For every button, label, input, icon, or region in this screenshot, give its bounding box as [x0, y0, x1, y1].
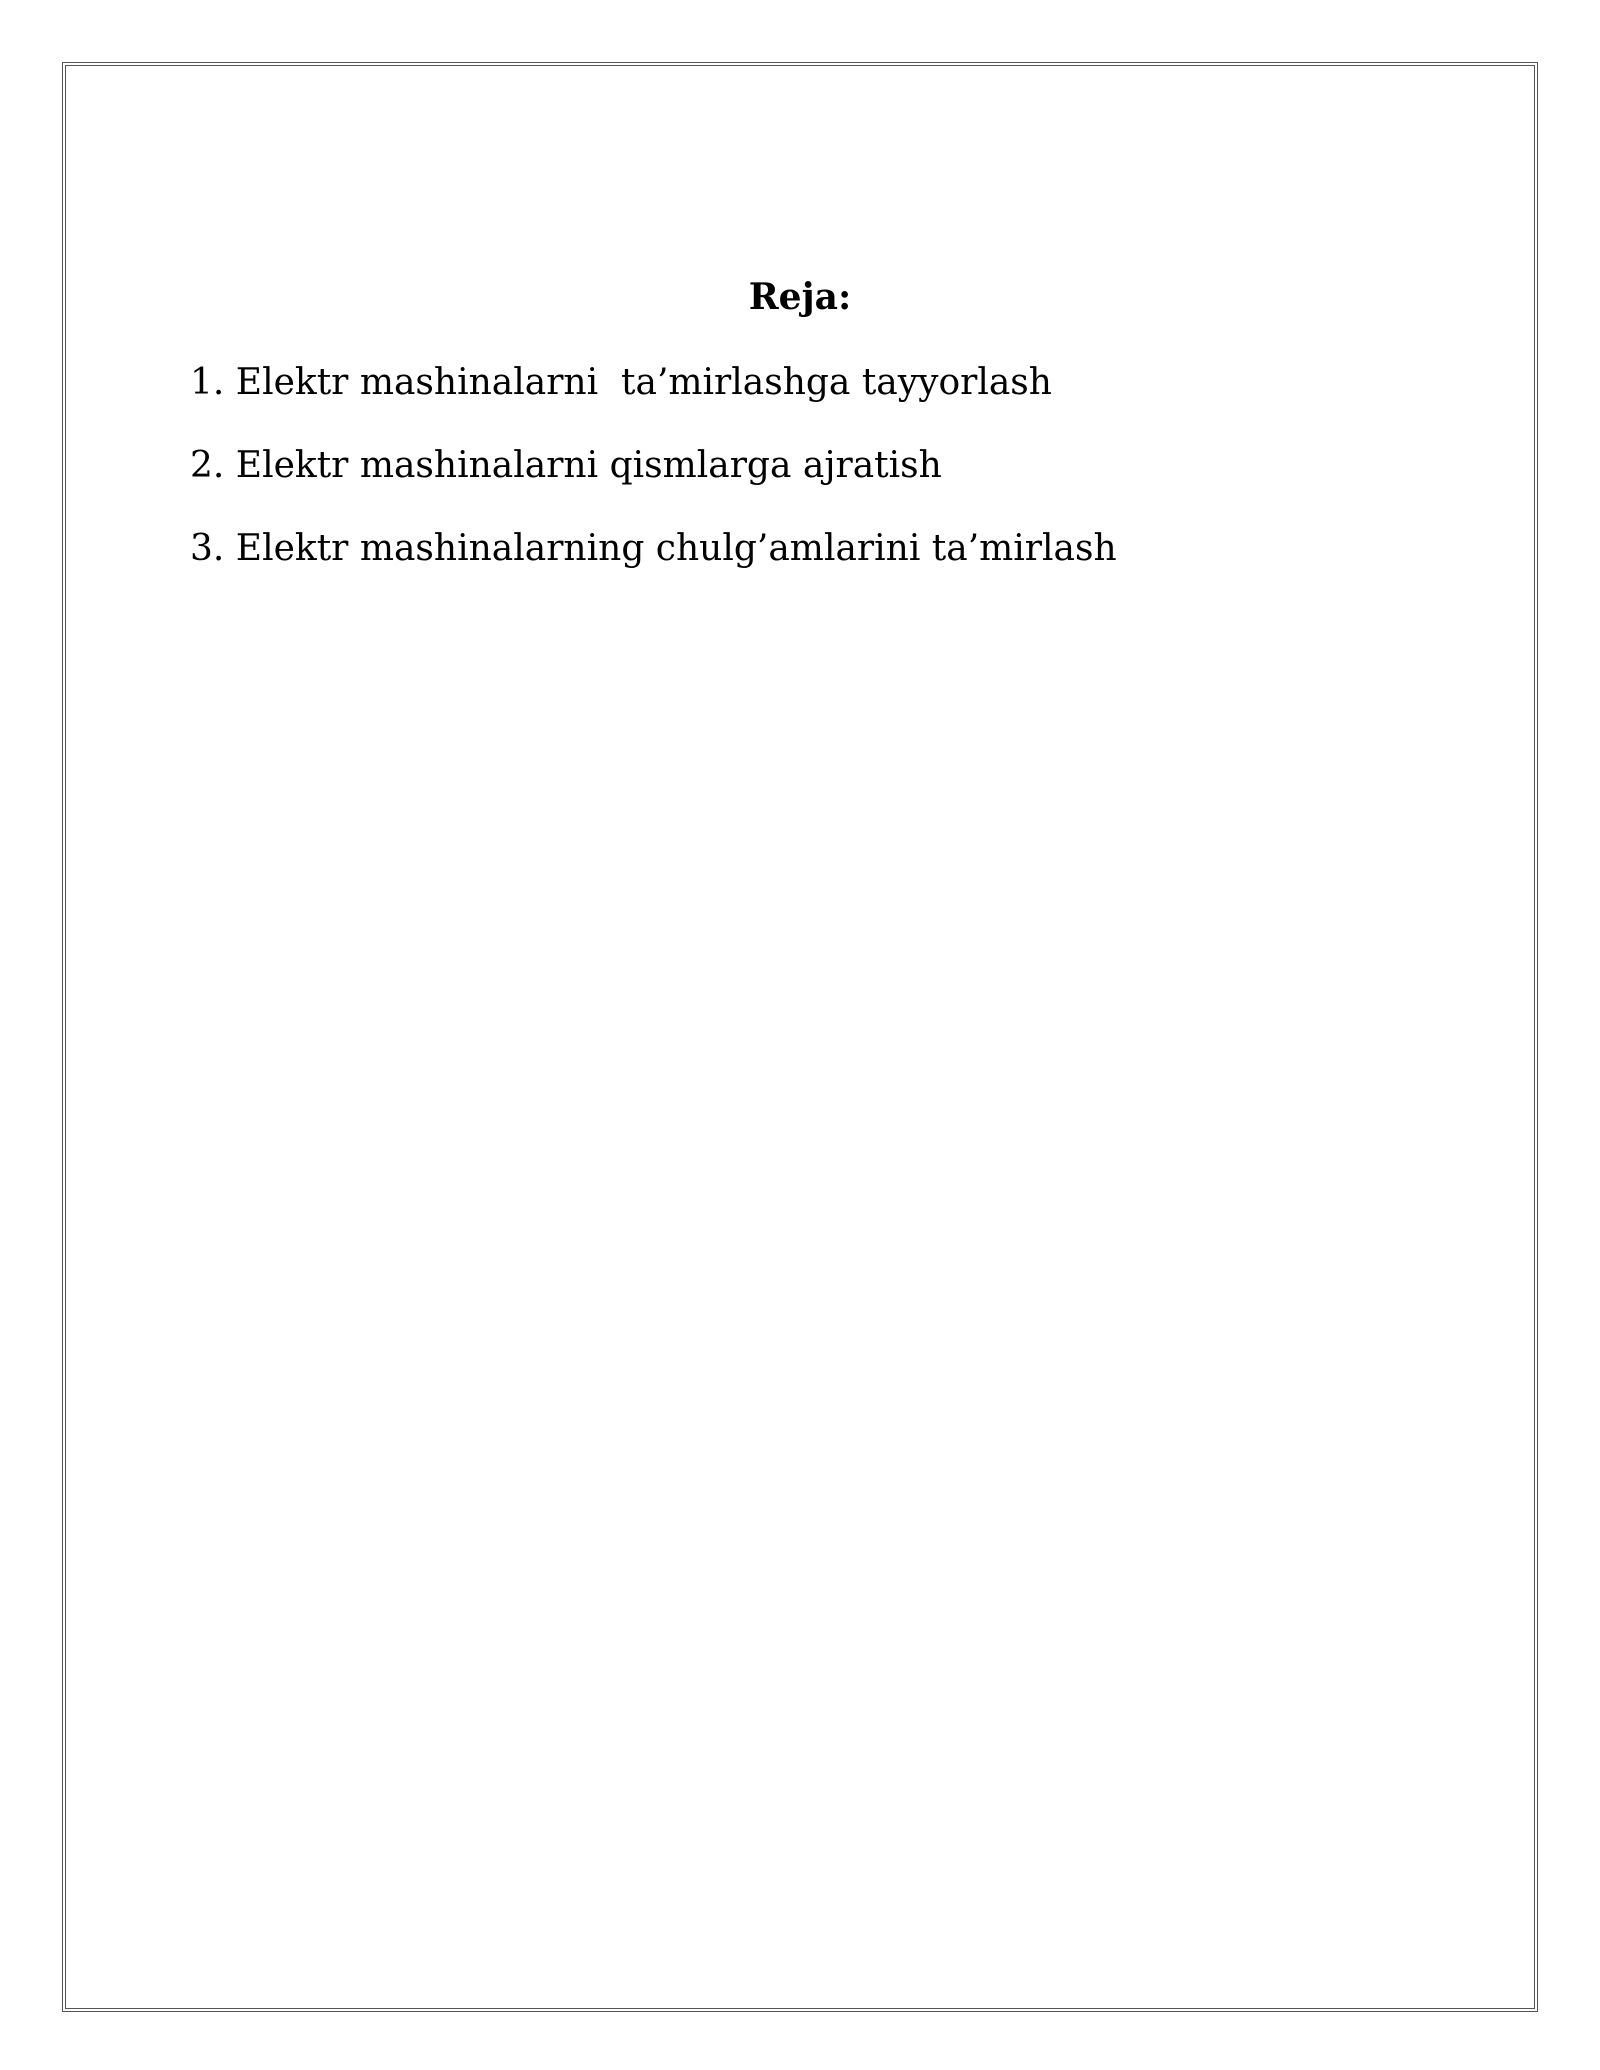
plan-item-3: 3. Elektr mashinalarning chulg’amlarini ta’mirlash: [190, 528, 1117, 570]
page-content: [66, 66, 1534, 2008]
plan-title: Reja:: [748, 276, 852, 318]
plan-item-1: 1. Elektr mashinalarni ta’mirlashga tayyorlash: [190, 362, 1052, 403]
plan-list: [190, 361, 1117, 611]
plan-item-2: 2. Elektr mashinalarni qismlarga ajratish: [190, 445, 942, 487]
page-frame: [62, 62, 1538, 2012]
